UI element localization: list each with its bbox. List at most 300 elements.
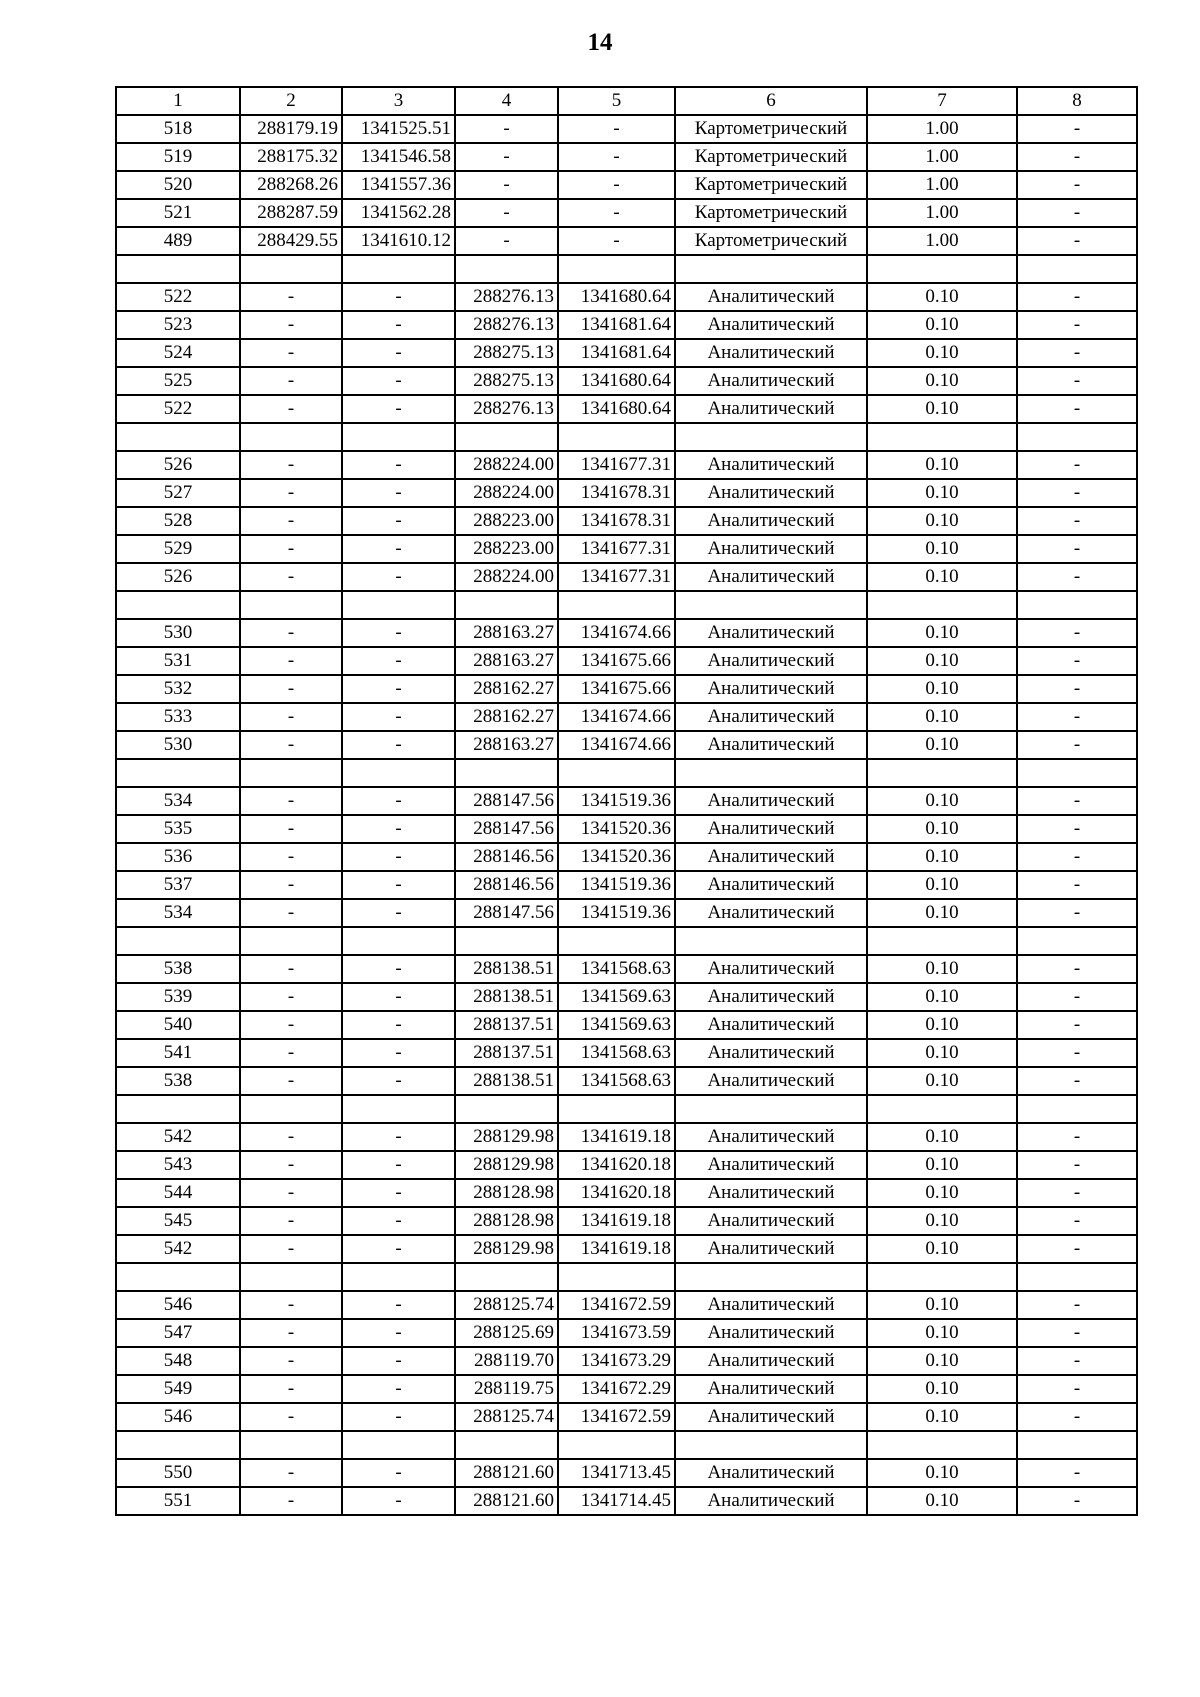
table-cell: 518 [116,115,240,143]
table-cell: 0.10 [867,367,1017,395]
table-cell [558,927,675,955]
table-cell: 527 [116,479,240,507]
table-cell: Аналитический [675,1207,867,1235]
table-cell: - [240,1291,342,1319]
table-cell: 543 [116,1151,240,1179]
table-row [116,591,1137,619]
table-cell: 288224.00 [455,451,558,479]
table-cell [675,1095,867,1123]
table-cell: 549 [116,1375,240,1403]
table-cell: Аналитический [675,675,867,703]
table-cell: - [342,283,455,311]
table-cell: - [240,1067,342,1095]
table-cell: 288163.27 [455,619,558,647]
table-cell: 288129.98 [455,1123,558,1151]
table-cell: 1341519.36 [558,871,675,899]
table-cell: - [1017,871,1137,899]
table-cell [342,1431,455,1459]
table-cell: 534 [116,787,240,815]
table-cell [342,423,455,451]
table-cell: 529 [116,535,240,563]
table-cell: 0.10 [867,395,1017,423]
table-cell: Аналитический [675,1347,867,1375]
table-cell: 0.10 [867,1123,1017,1151]
table-cell: 288276.13 [455,395,558,423]
table-cell [675,1431,867,1459]
table-cell [116,591,240,619]
table-cell: Аналитический [675,535,867,563]
table-cell: Картометрический [675,143,867,171]
table-cell: 0.10 [867,1403,1017,1431]
table-cell [558,423,675,451]
table-cell: Аналитический [675,1039,867,1067]
table-cell: - [342,507,455,535]
table-cell: 1341568.63 [558,1039,675,1067]
table-row [116,871,1137,899]
table-row [116,1179,1137,1207]
header-cell: 6 [675,87,867,115]
table-cell: Картометрический [675,115,867,143]
table-cell: Картометрический [675,227,867,255]
table-cell: Аналитический [675,843,867,871]
table-row [116,1347,1137,1375]
table-cell: 0.10 [867,1347,1017,1375]
table-cell: 0.10 [867,1319,1017,1347]
table-cell: - [240,451,342,479]
table-cell: 533 [116,703,240,731]
table-cell: - [1017,619,1137,647]
header-cell: 3 [342,87,455,115]
table-cell: 1341620.18 [558,1179,675,1207]
table-row [116,367,1137,395]
table-cell: 526 [116,451,240,479]
table-cell: 1341713.45 [558,1459,675,1487]
table-row [116,843,1137,871]
table-cell: 1341520.36 [558,843,675,871]
table-cell: - [1017,787,1137,815]
table-cell: 1341677.31 [558,535,675,563]
table-cell: 1341619.18 [558,1123,675,1151]
table-cell: 1341610.12 [342,227,455,255]
table-cell: 0.10 [867,535,1017,563]
table-cell [558,1263,675,1291]
table-cell: - [240,703,342,731]
table-cell: - [1017,283,1137,311]
table-cell: 288146.56 [455,871,558,899]
table-cell: - [342,1151,455,1179]
table-row [116,675,1137,703]
table-cell: Аналитический [675,1319,867,1347]
table-cell: 288125.74 [455,1403,558,1431]
table-cell: 1341673.59 [558,1319,675,1347]
table-cell: 1341569.63 [558,1011,675,1039]
table-cell: - [342,1179,455,1207]
table-row [116,395,1137,423]
table-row [116,731,1137,759]
table-row [116,143,1137,171]
table-cell: - [240,983,342,1011]
table-cell [1017,759,1137,787]
table-cell: 1341562.28 [342,199,455,227]
table-cell: - [342,451,455,479]
table-cell: - [342,619,455,647]
table-cell: 0.10 [867,983,1017,1011]
table-cell [558,1431,675,1459]
table-cell: 288125.74 [455,1291,558,1319]
table-cell: - [1017,815,1137,843]
table-cell: 1341672.59 [558,1403,675,1431]
table-row [116,1067,1137,1095]
table-cell: - [342,479,455,507]
table-cell: 288179.19 [240,115,342,143]
table-cell: 288138.51 [455,1067,558,1095]
table-cell: - [342,1375,455,1403]
table-cell: Аналитический [675,871,867,899]
table-cell: 545 [116,1207,240,1235]
table-cell [1017,1431,1137,1459]
table-cell: - [342,367,455,395]
table-row [116,563,1137,591]
table-cell: - [1017,199,1137,227]
table-cell: - [240,1235,342,1263]
table-cell: - [240,395,342,423]
table-cell: 288287.59 [240,199,342,227]
table-cell: - [1017,1235,1137,1263]
table-cell: - [558,171,675,199]
table-cell: - [342,1487,455,1515]
table-cell: - [1017,843,1137,871]
table-cell: 0.10 [867,731,1017,759]
table-cell: - [1017,1207,1137,1235]
table-cell: 288275.13 [455,339,558,367]
table-cell: 0.10 [867,647,1017,675]
table-row [116,227,1137,255]
table-cell: - [342,1011,455,1039]
table-cell [867,423,1017,451]
table-cell: - [1017,1403,1137,1431]
table-row [116,1095,1137,1123]
table-cell: - [1017,1375,1137,1403]
table-cell: 536 [116,843,240,871]
table-cell [240,591,342,619]
table-cell: 542 [116,1123,240,1151]
table-cell: 1.00 [867,171,1017,199]
table-cell: Аналитический [675,339,867,367]
table-cell: 538 [116,1067,240,1095]
table-cell: 1341519.36 [558,787,675,815]
table-row [116,535,1137,563]
table-cell [867,255,1017,283]
table-cell: - [1017,983,1137,1011]
table-cell: Аналитический [675,787,867,815]
table-cell: 1341680.64 [558,283,675,311]
table-cell [455,927,558,955]
table-cell: 1341568.63 [558,1067,675,1095]
table-cell: 1341673.29 [558,1347,675,1375]
table-cell: - [342,871,455,899]
table-cell: 288147.56 [455,899,558,927]
table-row [116,479,1137,507]
table-cell: Аналитический [675,955,867,983]
table-cell [867,1431,1017,1459]
table-row [116,451,1137,479]
table-cell: - [455,227,558,255]
table-cell: 1341619.18 [558,1235,675,1263]
table-cell: 288125.69 [455,1319,558,1347]
table-cell: Аналитический [675,1403,867,1431]
table-cell [116,423,240,451]
table-cell: - [1017,1067,1137,1095]
table-cell: 521 [116,199,240,227]
table-cell: - [1017,143,1137,171]
table-cell: - [1017,1011,1137,1039]
table-cell: - [240,1207,342,1235]
table-cell: 1341675.66 [558,675,675,703]
table-cell [342,759,455,787]
table-cell [675,927,867,955]
table-cell: 288137.51 [455,1039,558,1067]
table-cell: 1341672.29 [558,1375,675,1403]
table-cell: - [240,843,342,871]
table-cell [240,1095,342,1123]
table-row [116,507,1137,535]
table-cell: Картометрический [675,199,867,227]
table-row [116,815,1137,843]
table-cell: - [1017,115,1137,143]
table-cell: 288163.27 [455,731,558,759]
table-row [116,787,1137,815]
table-cell: - [240,1151,342,1179]
table-cell: - [558,199,675,227]
header-cell: 8 [1017,87,1137,115]
table-cell: - [342,1039,455,1067]
table-cell: 0.10 [867,1179,1017,1207]
table-cell: Аналитический [675,1487,867,1515]
table-cell: Аналитический [675,1011,867,1039]
table-cell: 0.10 [867,1375,1017,1403]
table-cell: 288128.98 [455,1179,558,1207]
table-cell: 0.10 [867,339,1017,367]
table-cell: 546 [116,1291,240,1319]
table-cell: 1.00 [867,115,1017,143]
table-cell: - [1017,647,1137,675]
table-row [116,283,1137,311]
table-cell: - [342,1123,455,1151]
table-cell: 1341569.63 [558,983,675,1011]
table-cell: 288119.75 [455,1375,558,1403]
table-cell: - [1017,479,1137,507]
table-cell: 1341568.63 [558,955,675,983]
table-cell [867,591,1017,619]
table-cell: Аналитический [675,1459,867,1487]
table-cell: - [342,311,455,339]
table-cell [240,1431,342,1459]
table-cell: - [1017,395,1137,423]
table-cell: - [342,899,455,927]
table-cell: 1341674.66 [558,731,675,759]
table-cell: 288162.27 [455,703,558,731]
table-cell: - [240,955,342,983]
table-cell [455,423,558,451]
table-cell: 1.00 [867,227,1017,255]
table-cell [116,255,240,283]
header-cell: 4 [455,87,558,115]
table-cell: 537 [116,871,240,899]
table-cell: - [1017,675,1137,703]
table-cell: 0.10 [867,1235,1017,1263]
table-cell: 544 [116,1179,240,1207]
table-cell: 288129.98 [455,1151,558,1179]
table-cell: - [455,199,558,227]
table-body [116,87,1137,1515]
table-row [116,927,1137,955]
table-cell: - [240,787,342,815]
table-cell: - [1017,1347,1137,1375]
table-cell: - [342,339,455,367]
table-cell: - [342,675,455,703]
table-cell: - [1017,311,1137,339]
table-cell [558,1095,675,1123]
table-cell [116,1263,240,1291]
table-row [116,1123,1137,1151]
table-cell: 1341519.36 [558,899,675,927]
table-cell: Аналитический [675,507,867,535]
table-cell: 1341520.36 [558,815,675,843]
table-row [116,171,1137,199]
table-cell: 288223.00 [455,507,558,535]
table-cell: 288138.51 [455,983,558,1011]
table-cell: 534 [116,899,240,927]
table-cell: 288224.00 [455,479,558,507]
table-cell: - [342,787,455,815]
table-cell: 0.10 [867,787,1017,815]
table-row [116,1375,1137,1403]
table-cell [116,759,240,787]
table-cell [240,759,342,787]
table-cell: - [342,731,455,759]
table-cell: 1341557.36 [342,171,455,199]
table-cell: - [342,955,455,983]
table-cell: - [1017,1179,1137,1207]
table-cell: 548 [116,1347,240,1375]
table-cell: 1341619.18 [558,1207,675,1235]
table-cell: - [240,535,342,563]
table-cell: Аналитический [675,1151,867,1179]
table-cell: 288147.56 [455,815,558,843]
table-cell [342,927,455,955]
table-cell [342,1263,455,1291]
table-cell: - [342,1207,455,1235]
table-cell: 288268.26 [240,171,342,199]
table-cell: 523 [116,311,240,339]
table-cell: 489 [116,227,240,255]
table-cell [455,759,558,787]
table-cell [455,1095,558,1123]
table-cell: 1341674.66 [558,619,675,647]
table-cell [1017,591,1137,619]
table-cell [867,927,1017,955]
table-cell: - [342,1403,455,1431]
table-cell: - [342,703,455,731]
table-cell: 0.10 [867,1151,1017,1179]
header-cell: 1 [116,87,240,115]
header-cell: 7 [867,87,1017,115]
table-cell: 0.10 [867,451,1017,479]
table-cell: 288163.27 [455,647,558,675]
table-cell: 288146.56 [455,843,558,871]
table-cell: - [1017,1459,1137,1487]
table-cell: Картометрический [675,171,867,199]
coordinates-table [115,86,1138,1516]
table-cell: 1341681.64 [558,339,675,367]
table-row [116,1011,1137,1039]
table-row [116,255,1137,283]
table-cell: 524 [116,339,240,367]
table-cell: 530 [116,619,240,647]
table-cell [455,1263,558,1291]
table-cell: - [1017,1039,1137,1067]
table-cell: 530 [116,731,240,759]
table-cell [342,591,455,619]
table-row [116,339,1137,367]
table-row [116,1459,1137,1487]
table-cell: - [342,1347,455,1375]
table-cell: 538 [116,955,240,983]
table-cell [867,759,1017,787]
table-cell: 288137.51 [455,1011,558,1039]
table-cell: - [1017,563,1137,591]
table-cell: Аналитический [675,451,867,479]
table-cell [867,1263,1017,1291]
table-cell: 0.10 [867,703,1017,731]
table-row [116,759,1137,787]
table-cell: 526 [116,563,240,591]
table-cell: - [558,143,675,171]
table-cell: 288223.00 [455,535,558,563]
table-cell: - [455,143,558,171]
table-cell: 0.10 [867,871,1017,899]
table-cell [116,927,240,955]
table-cell: - [1017,1319,1137,1347]
table-cell: 288129.98 [455,1235,558,1263]
table-cell: 0.10 [867,899,1017,927]
table-cell: - [342,563,455,591]
table-cell: 288429.55 [240,227,342,255]
table-cell [116,1431,240,1459]
table-cell: - [240,899,342,927]
table-cell: - [240,1403,342,1431]
table-cell: 1341674.66 [558,703,675,731]
table-cell: 542 [116,1235,240,1263]
table-row [116,703,1137,731]
table-cell: - [1017,731,1137,759]
table-cell: - [240,871,342,899]
table-cell: - [240,1179,342,1207]
table-cell: - [455,115,558,143]
table-cell: 1341680.64 [558,367,675,395]
table-cell: - [1017,1151,1137,1179]
table-cell: - [1017,1487,1137,1515]
table-cell [558,759,675,787]
table-cell: 288276.13 [455,283,558,311]
table-cell: 1.00 [867,143,1017,171]
table-cell: Аналитический [675,647,867,675]
table-cell: - [240,479,342,507]
table-cell [1017,1095,1137,1123]
table-cell: 0.10 [867,1011,1017,1039]
table-cell: - [240,1123,342,1151]
table-row [116,1039,1137,1067]
